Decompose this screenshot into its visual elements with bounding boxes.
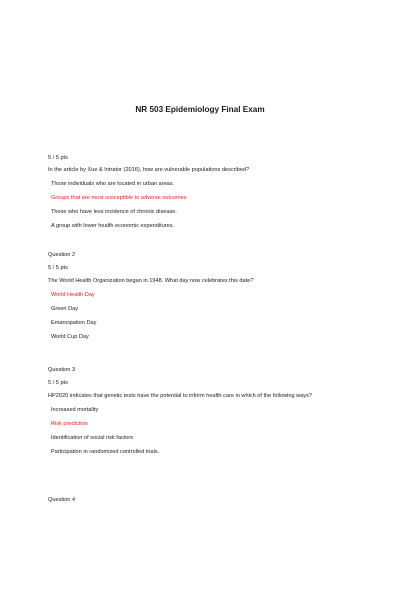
question-heading: Question 2 bbox=[48, 252, 76, 258]
answer-option-correct: Groups that are most susceptible to adverse outcomes bbox=[51, 195, 187, 201]
question-text: In the article by Xue & Intrator (2016), how are vulnerable populations described? bbox=[48, 167, 250, 173]
page-title: NR 503 Epidemiology Final Exam bbox=[135, 105, 265, 114]
answer-option: Identification of social risk factors bbox=[51, 435, 134, 441]
answer-option: Those individuals who are located in urban areas. bbox=[51, 181, 175, 187]
question-1 bbox=[48, 155, 368, 230]
answer-option: Green Day bbox=[51, 306, 79, 312]
question-text: The World Health Organization began in 1948. What day now celebrates this date? bbox=[48, 278, 254, 284]
answer-option-correct: World Health Day bbox=[51, 292, 95, 298]
question-text: HP2020 indicates that genetic tests have the potential to inform health care in which of the following ways? bbox=[48, 393, 312, 399]
question-score: 5 / 5 pts bbox=[48, 155, 68, 161]
answer-option: World Cup Day bbox=[51, 334, 89, 340]
answer-option: Emancipation Day bbox=[51, 320, 97, 326]
answer-option-correct: Risk prediction bbox=[51, 421, 88, 427]
answer-option: A group with lower health economic expenditures. bbox=[51, 223, 175, 229]
answer-option: Participation in randomized controlled trials. bbox=[51, 449, 160, 455]
question-heading: Question 4 bbox=[48, 497, 76, 503]
question-3 bbox=[48, 367, 368, 456]
answer-option: Increased mortality bbox=[51, 407, 99, 413]
question-2 bbox=[48, 252, 368, 341]
question-heading: Question 3 bbox=[48, 367, 76, 373]
answer-option: Those who have less incidence of chronic disease. bbox=[51, 209, 177, 215]
question-score: 5 / 5 pts bbox=[48, 265, 68, 271]
question-score: 5 / 5 pts bbox=[48, 380, 68, 386]
question-4 bbox=[48, 497, 368, 504]
